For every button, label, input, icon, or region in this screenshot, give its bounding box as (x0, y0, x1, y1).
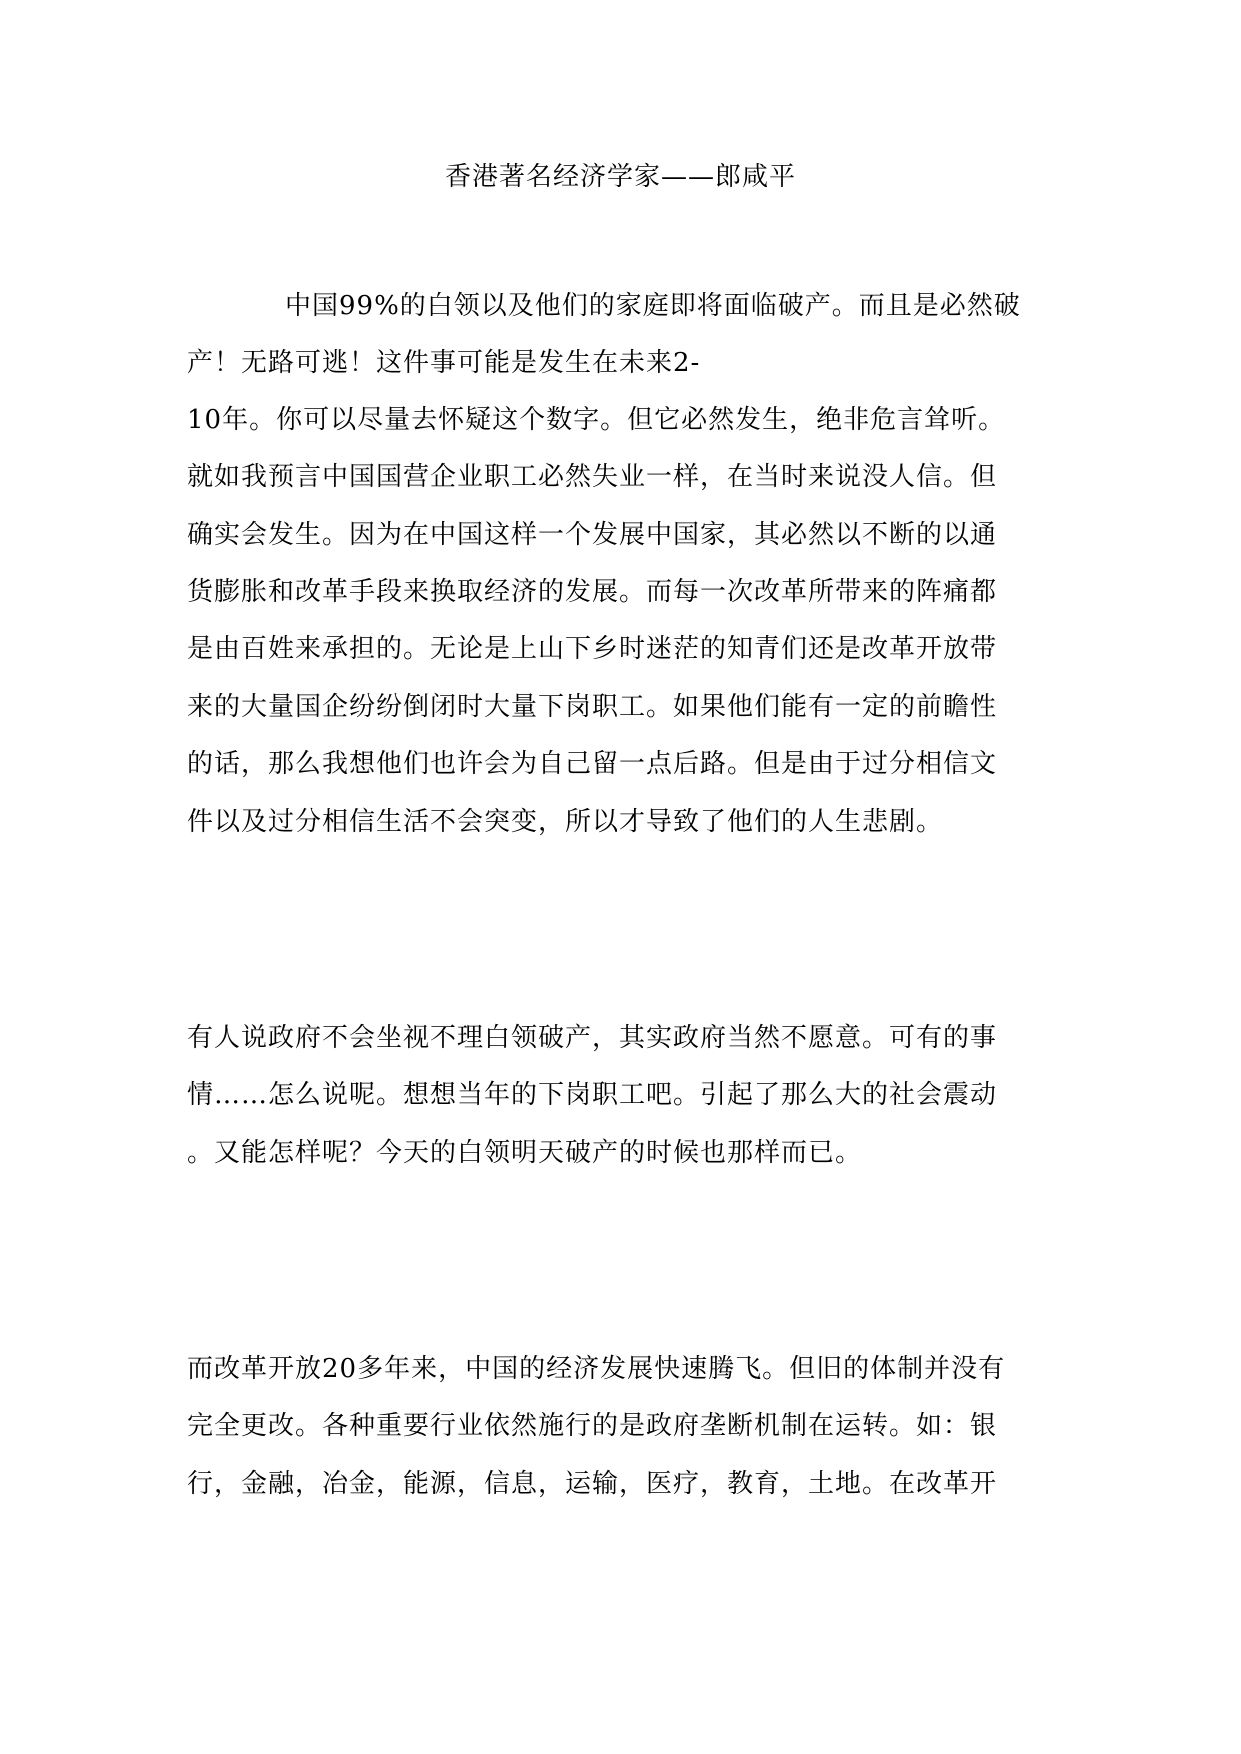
paragraph-3-line-1: 而改革开放20多年来，中国的经济发展快速腾飞。但旧的体制并没有 (187, 1354, 1006, 1384)
paragraph-1-line-10: 件以及过分相信生活不会突变，所以才导致了他们的人生悲剧。 (187, 807, 944, 837)
paragraph-1-line-7: 是由百姓来承担的。无论是上山下乡时迷茫的知青们还是改革开放带 (187, 634, 998, 664)
paragraph-1-line-2: 产！无路可逃！这件事可能是发生在未来2- (187, 348, 701, 378)
paragraph-1-line-5: 确实会发生。因为在中国这样一个发展中国家，其必然以不断的以通 (187, 520, 998, 550)
paragraph-1-line-4: 就如我预言中国国营企业职工必然失业一样，在当时来说没人信。但 (187, 462, 998, 492)
paragraph-1-line-3: 10年。你可以尽量去怀疑这个数字。但它必然发生，绝非危言耸听。 (187, 405, 1006, 435)
paragraph-2-line-2: 情……怎么说呢。想想当年的下岗职工吧。引起了那么大的社会震动 (187, 1080, 998, 1110)
document-title: 香港著名经济学家——郎咸平 (444, 162, 796, 192)
paragraph-1-line-6: 货膨胀和改革手段来换取经济的发展。而每一次改革所带来的阵痛都 (187, 577, 998, 607)
paragraph-2-line-3: 。又能怎样呢？今天的白领明天破产的时候也那样而已。 (187, 1138, 863, 1168)
paragraph-1-line-8: 来的大量国企纷纷倒闭时大量下岗职工。如果他们能有一定的前瞻性 (187, 692, 998, 722)
paragraph-3-line-3: 行，金融，冶金，能源，信息，运输，医疗，教育，土地。在改革开 (187, 1469, 998, 1499)
paragraph-2-line-1: 有人说政府不会坐视不理白领破产，其实政府当然不愿意。可有的事 (187, 1023, 998, 1053)
paragraph-3-line-2: 完全更改。各种重要行业依然施行的是政府垄断机制在运转。如：银 (187, 1411, 998, 1441)
paragraph-1-line-1: 中国99%的白领以及他们的家庭即将面临破产。而且是必然破 (285, 291, 1021, 321)
paragraph-1-line-9: 的话，那么我想他们也许会为自己留一点后路。但是由于过分相信文 (187, 749, 998, 779)
